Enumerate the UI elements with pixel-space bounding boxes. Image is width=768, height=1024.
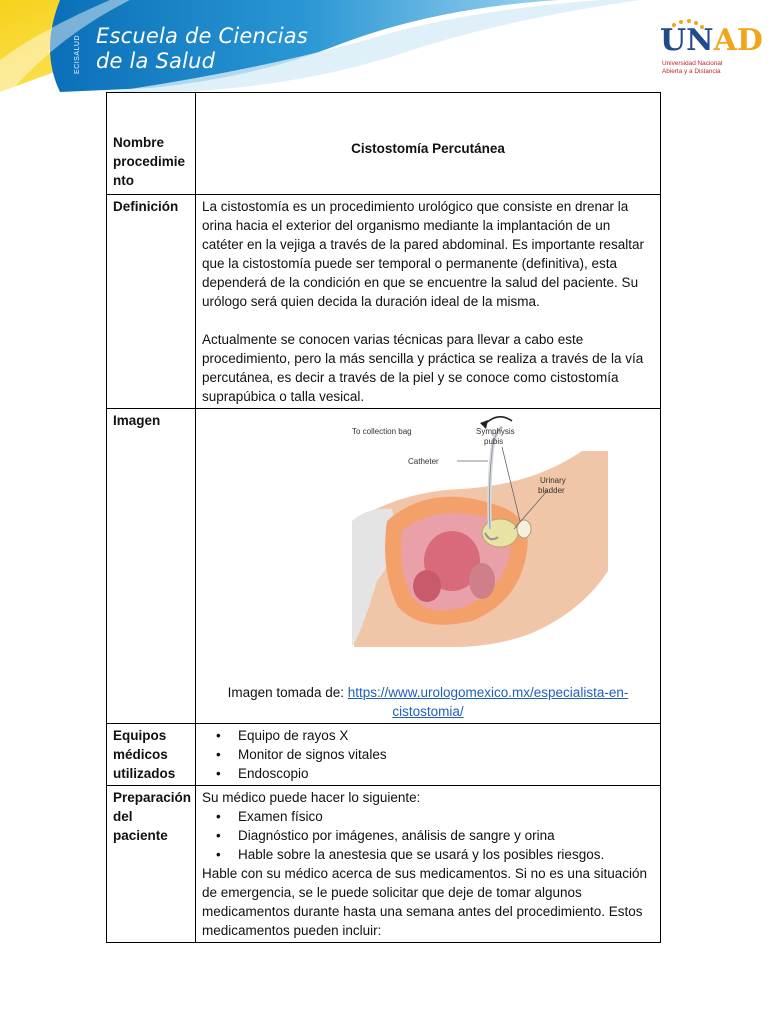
definition-paragraph-2: Actualmente se conocen varias técnicas para llevar a cabo este procedimiento, pero la más sencilla y práctica se realiza a través de la vía percutánea, es decir a través de la piel y se conoce como cistostomía suprapúbica o talla vesical. <box>202 332 644 404</box>
label-bladder: bladder <box>538 486 565 495</box>
name-label-cell <box>107 93 196 195</box>
image-source-link[interactable]: https://www.urologomexico.mx/especialista-en-cistostomia/ <box>347 685 629 719</box>
unad-logo <box>660 18 763 88</box>
preparation-list <box>202 807 654 864</box>
anatomy-image-area <box>202 411 654 683</box>
table-row-preparation <box>107 786 661 943</box>
label-to-bag: To collection bag <box>352 427 412 436</box>
preparation-text: Hable con su médico acerca de sus medicamentos. Si no es una situación de emergencia, se le puede solicitar que deje de tomar algunos medicamentos durante hasta una semana antes del procedimiento. Estos medicamentos pueden incluir: <box>202 866 647 938</box>
definition-label: Definición <box>107 195 196 409</box>
label-urinary: Urinary <box>540 476 566 485</box>
list-item: • Endoscopio <box>238 764 654 783</box>
equipment-cell <box>196 724 661 786</box>
preparation-cell <box>196 786 661 943</box>
table-row-name <box>107 93 661 195</box>
image-cell <box>196 409 661 724</box>
cystostomy-anatomy-illustration <box>202 411 642 671</box>
equipment-list <box>202 726 654 783</box>
ecisalud-vertical-tag: ECISALUD <box>74 34 81 74</box>
preparation-label: Preparación del paciente <box>107 786 196 943</box>
definition-cell <box>196 195 661 409</box>
name-label: Nombre procedimie nto <box>113 135 186 188</box>
list-item: • Diagnóstico por imágenes, análisis de sangre y orina <box>238 826 654 845</box>
list-item: • Examen físico <box>238 807 654 826</box>
table-row-image <box>107 409 661 724</box>
caption-prefix: Imagen tomada de: <box>227 685 348 700</box>
table-row-definition <box>107 195 661 409</box>
image-caption <box>202 683 654 721</box>
table-row-equipment <box>107 724 661 786</box>
label-catheter: Catheter <box>408 457 439 466</box>
school-title-line1: Escuela de Ciencias <box>96 24 309 48</box>
definition-paragraph-1: La cistostomía es un procedimiento urológico que consiste en drenar la orina hacia el exterior del organismo mediante la implantación de un catéter en la vejiga a través de la pared abdominal. Es importante resaltar que la cistostomía puede ser temporal o permanente (definitiva), esta dependerá de la condición en que se encuentre la salud del paciente. Su urólogo será quien decida la duración ideal de la misma. <box>202 199 644 309</box>
label-pubis: pubis <box>484 437 504 446</box>
procedure-name: Cistostomía Percutánea <box>351 141 505 156</box>
school-title <box>96 24 308 74</box>
list-item: • Equipo de rayos X <box>238 726 654 745</box>
unad-wordmark: UNAD <box>660 23 763 58</box>
name-value-cell <box>196 93 661 195</box>
equipment-label: Equipos médicos utilizados <box>107 724 196 786</box>
school-title-line2: de la Salud <box>96 49 216 73</box>
logo-subtitle-2: Abierta y a Distancia <box>662 68 721 75</box>
header-banner <box>0 0 768 92</box>
label-symphysis: Symphysis <box>476 427 515 436</box>
list-item: • Monitor de signos vitales <box>238 745 654 764</box>
logo-subtitle-1: Universidad Nacional <box>662 60 723 67</box>
procedure-table <box>106 92 661 943</box>
list-item: • Hable sobre la anestesia que se usará y los posibles riesgos. <box>238 845 654 864</box>
image-label: Imagen <box>107 409 196 724</box>
preparation-intro: Su médico puede hacer lo siguiente: <box>202 790 421 805</box>
